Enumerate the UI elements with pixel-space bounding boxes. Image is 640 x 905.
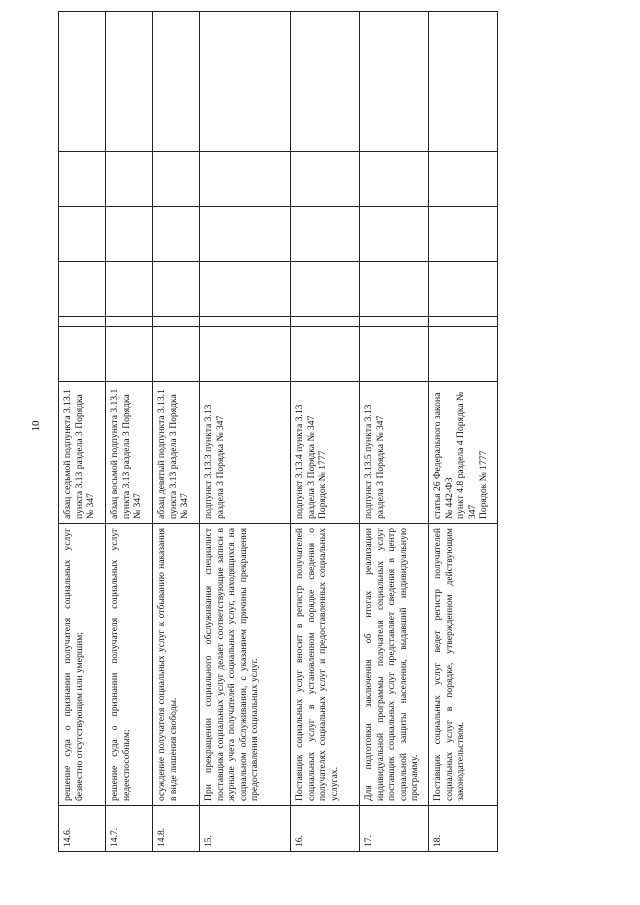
legal-basis-line: Порядок № 1777 <box>478 450 489 519</box>
empty-cell <box>153 207 200 262</box>
row-legal-basis <box>429 382 498 524</box>
empty-cell <box>360 152 429 207</box>
legal-basis-line: абзац седьмой подпункта 3.13.1 пункта 3.13 раздела 3 Порядка № 347 <box>62 389 96 519</box>
legal-basis-line: подпункт 3.13.3 пункта 3.13 раздела 3 Порядка № 347 <box>203 404 226 519</box>
empty-cell <box>200 152 291 207</box>
empty-cell <box>106 327 153 382</box>
legal-basis-line: абзац девятый подпункта 3.13.1 пункта 3.13 раздела 3 Порядка № 347 <box>156 389 190 519</box>
empty-cell <box>106 152 153 207</box>
empty-cell <box>200 207 291 262</box>
empty-cell <box>106 207 153 262</box>
empty-cell <box>360 262 429 317</box>
empty-cell <box>200 12 291 152</box>
empty-cell <box>153 152 200 207</box>
rotated-table-container <box>58 12 568 852</box>
empty-cell <box>360 12 429 152</box>
row-description: решение суда о признании получателя социальных услуг безвестно отсутствующим или умершим; <box>59 524 106 806</box>
procedure-table <box>58 11 498 852</box>
empty-cell <box>200 317 291 327</box>
page-number: 10 <box>30 420 42 432</box>
row-legal-basis <box>59 382 106 524</box>
empty-cell <box>291 207 360 262</box>
row-legal-basis <box>153 382 200 524</box>
empty-cell <box>429 327 498 382</box>
row-number: 14.6. <box>59 806 106 852</box>
empty-cell <box>59 152 106 207</box>
empty-cell <box>59 207 106 262</box>
legal-basis-line: подпункт 3.13.5 пункта 3.13 раздела 3 Порядка № 347 <box>363 404 386 519</box>
row-legal-basis <box>291 382 360 524</box>
empty-cell <box>59 262 106 317</box>
empty-cell <box>153 327 200 382</box>
row-description: При прекращении социального обслуживания специалист поставщика социальных услуг делает соответствующие записи в журнале учета получателей социальных услуг, находящихся на социальном обслуживании, с указанием причины прекращения предоставления социальных услуг. <box>200 524 291 806</box>
legal-basis-line: абзац восьмой подпункта 3.13.1 пункта 3.13 раздела 3 Порядка № 347 <box>109 388 143 519</box>
legal-basis-line: подпункт 3.13.4 пункта 3.13 раздела 3 Порядка № 347 <box>294 404 317 519</box>
empty-cell <box>291 12 360 152</box>
empty-cell <box>291 317 360 327</box>
row-number: 14.8. <box>153 806 200 852</box>
row-number: 15. <box>200 806 291 852</box>
table-row <box>153 12 200 852</box>
empty-cell <box>106 262 153 317</box>
row-number: 18. <box>429 806 498 852</box>
empty-cell <box>291 152 360 207</box>
empty-cell <box>106 12 153 152</box>
legal-basis-line: Порядок № 1777 <box>317 450 328 519</box>
empty-cell <box>291 262 360 317</box>
empty-cell <box>106 317 153 327</box>
empty-cell <box>59 327 106 382</box>
empty-cell <box>360 207 429 262</box>
empty-cell <box>59 12 106 152</box>
row-description: осуждение получателя социальных услуг к отбыванию наказания в виде лишения свободы. <box>153 524 200 806</box>
empty-cell <box>200 262 291 317</box>
table-row <box>106 12 153 852</box>
empty-cell <box>360 317 429 327</box>
row-number: 14.7. <box>106 806 153 852</box>
row-number: 16. <box>291 806 360 852</box>
table-row <box>59 12 106 852</box>
row-legal-basis <box>360 382 429 524</box>
row-number: 17. <box>360 806 429 852</box>
table-row <box>429 12 498 852</box>
empty-cell <box>200 327 291 382</box>
empty-cell <box>429 262 498 317</box>
empty-cell <box>153 317 200 327</box>
empty-cell <box>429 152 498 207</box>
legal-basis-line: статья 26 Федерального закона № 442-ФЗ <box>432 392 455 519</box>
empty-cell <box>360 327 429 382</box>
row-legal-basis <box>106 382 153 524</box>
empty-cell <box>429 317 498 327</box>
empty-cell <box>429 207 498 262</box>
table-row <box>360 12 429 852</box>
row-description: Поставщик социальных услуг вносит в регистр получателей социальных услуг в установленном порядке сведения о получателях социальных услуг и предоставленных социальных услугах. <box>291 524 360 806</box>
empty-cell <box>429 12 498 152</box>
table-row <box>291 12 360 852</box>
empty-cell <box>153 12 200 152</box>
row-description: решение суда о признании получателя социальных услуг недееспособным; <box>106 524 153 806</box>
empty-cell <box>153 262 200 317</box>
row-legal-basis <box>200 382 291 524</box>
row-description: Поставщик социальных услуг ведет регистр получателей социальных услуг в порядке, утвержденном действующим законодательством. <box>429 524 498 806</box>
row-description: Для подготовки заключения об итогах реализации индивидуальной программы получателя социальных услуг поставщик социальных услуг представляет сведения в центр социальной защиты населения, выдавший индивидуальную программу. <box>360 524 429 806</box>
table-row <box>200 12 291 852</box>
legal-basis-line: пункт 4.8 раздела 4 Порядка № 347 <box>455 391 478 519</box>
empty-cell <box>59 317 106 327</box>
empty-cell <box>291 327 360 382</box>
